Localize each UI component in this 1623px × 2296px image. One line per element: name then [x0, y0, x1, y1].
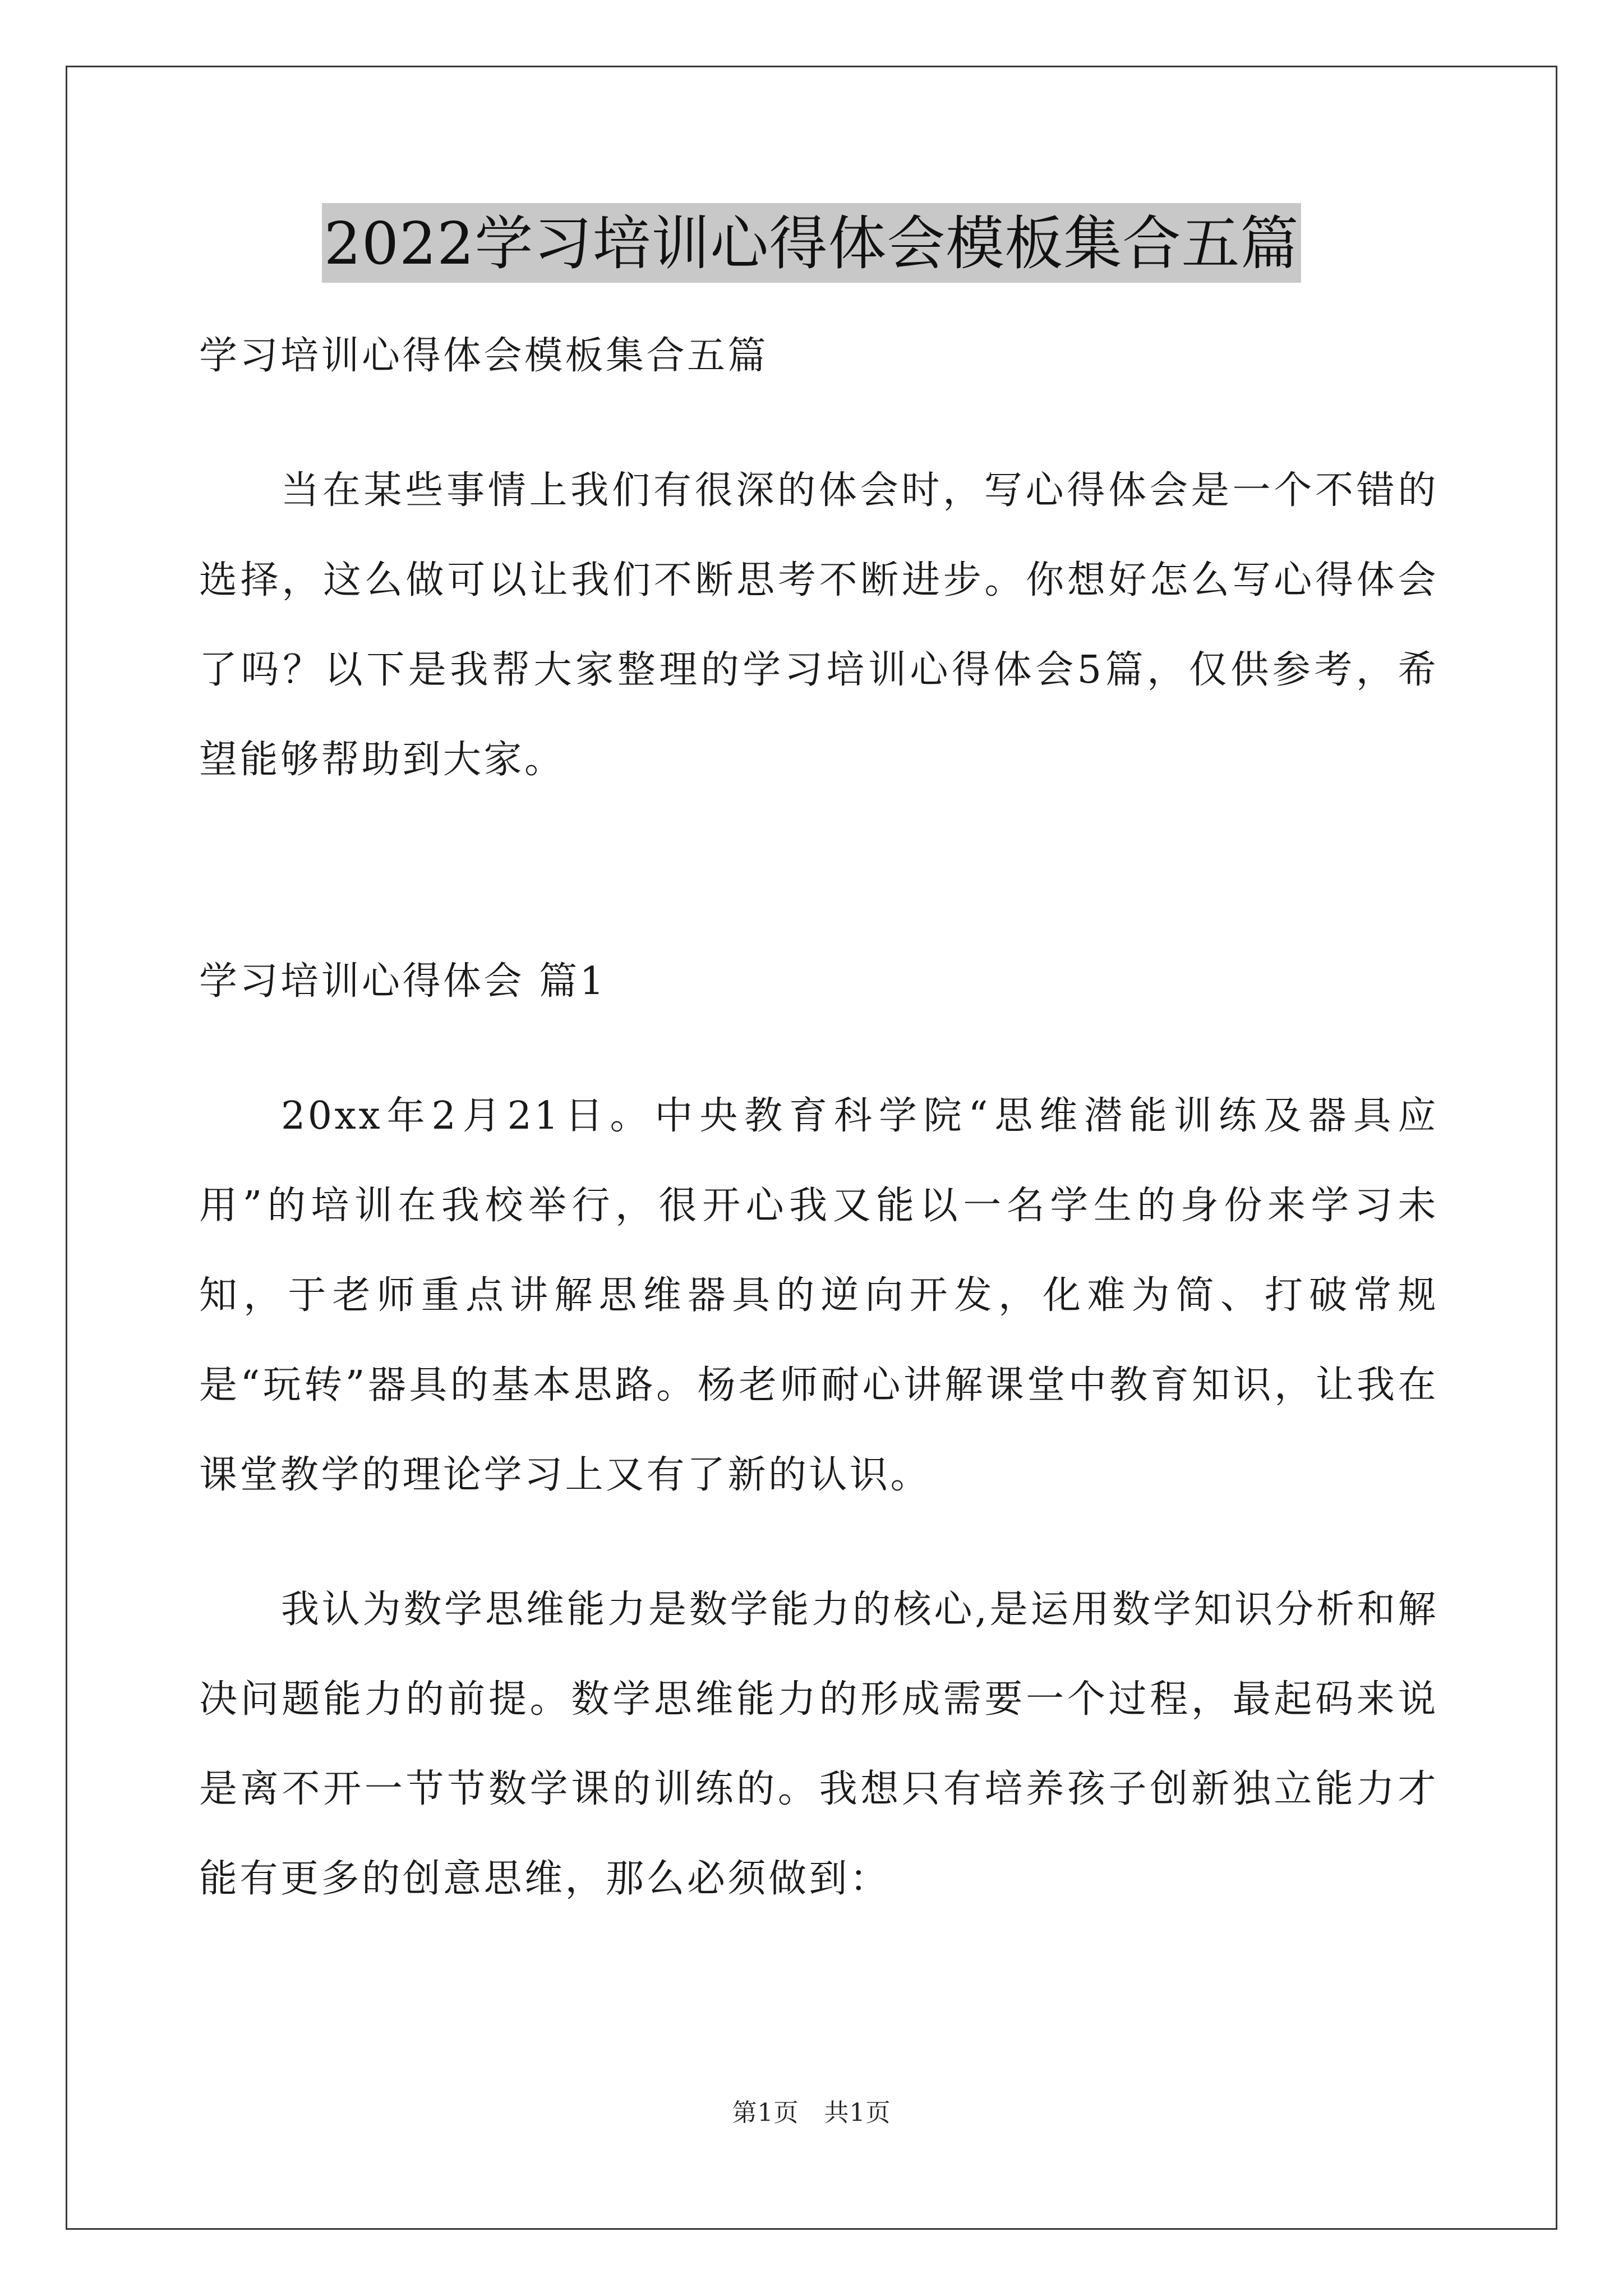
intro-paragraph: 当在某些事情上我们有很深的体会时，写心得体会是一个不错的选择，这么做可以让我们不断思考不断进步。你想好怎么写心得体会了吗？以下是我帮大家整理的学习培训心得体会5篇，仅供参考，希望能够帮助到大家。	[199, 468, 1438, 782]
title-container	[0, 203, 1623, 283]
body-paragraph-2: 我认为数学思维能力是数学能力的核心,是运用数学知识分析和解决问题能力的前提。数学思维能力的形成需要一个过程，最起码来说是离不开一节节数学课的训练的。我想只有培养孩子创新独立能力才能有更多的创意思维，那么必须做到：	[199, 1588, 1438, 1901]
document-title: 2022学习培训心得体会模板集合五篇	[322, 203, 1302, 283]
page-footer: 第1页 共1页	[732, 2099, 891, 2127]
section-heading: 学习培训心得体会 篇1	[199, 959, 607, 1004]
document-subtitle: 学习培训心得体会模板集合五篇	[199, 334, 769, 378]
body-paragraph-1: 20xx年2月21日。中央教育科学院“思维潜能训练及器具应用”的培训在我校举行，很开心我又能以一名学生的身份来学习未知，于老师重点讲解思维器具的逆向开发，化难为简、打破常规是“玩转”器具的基本思路。杨老师耐心讲解课堂中教育知识，让我在课堂教学的理论学习上又有了新的认识。	[199, 1094, 1438, 1497]
